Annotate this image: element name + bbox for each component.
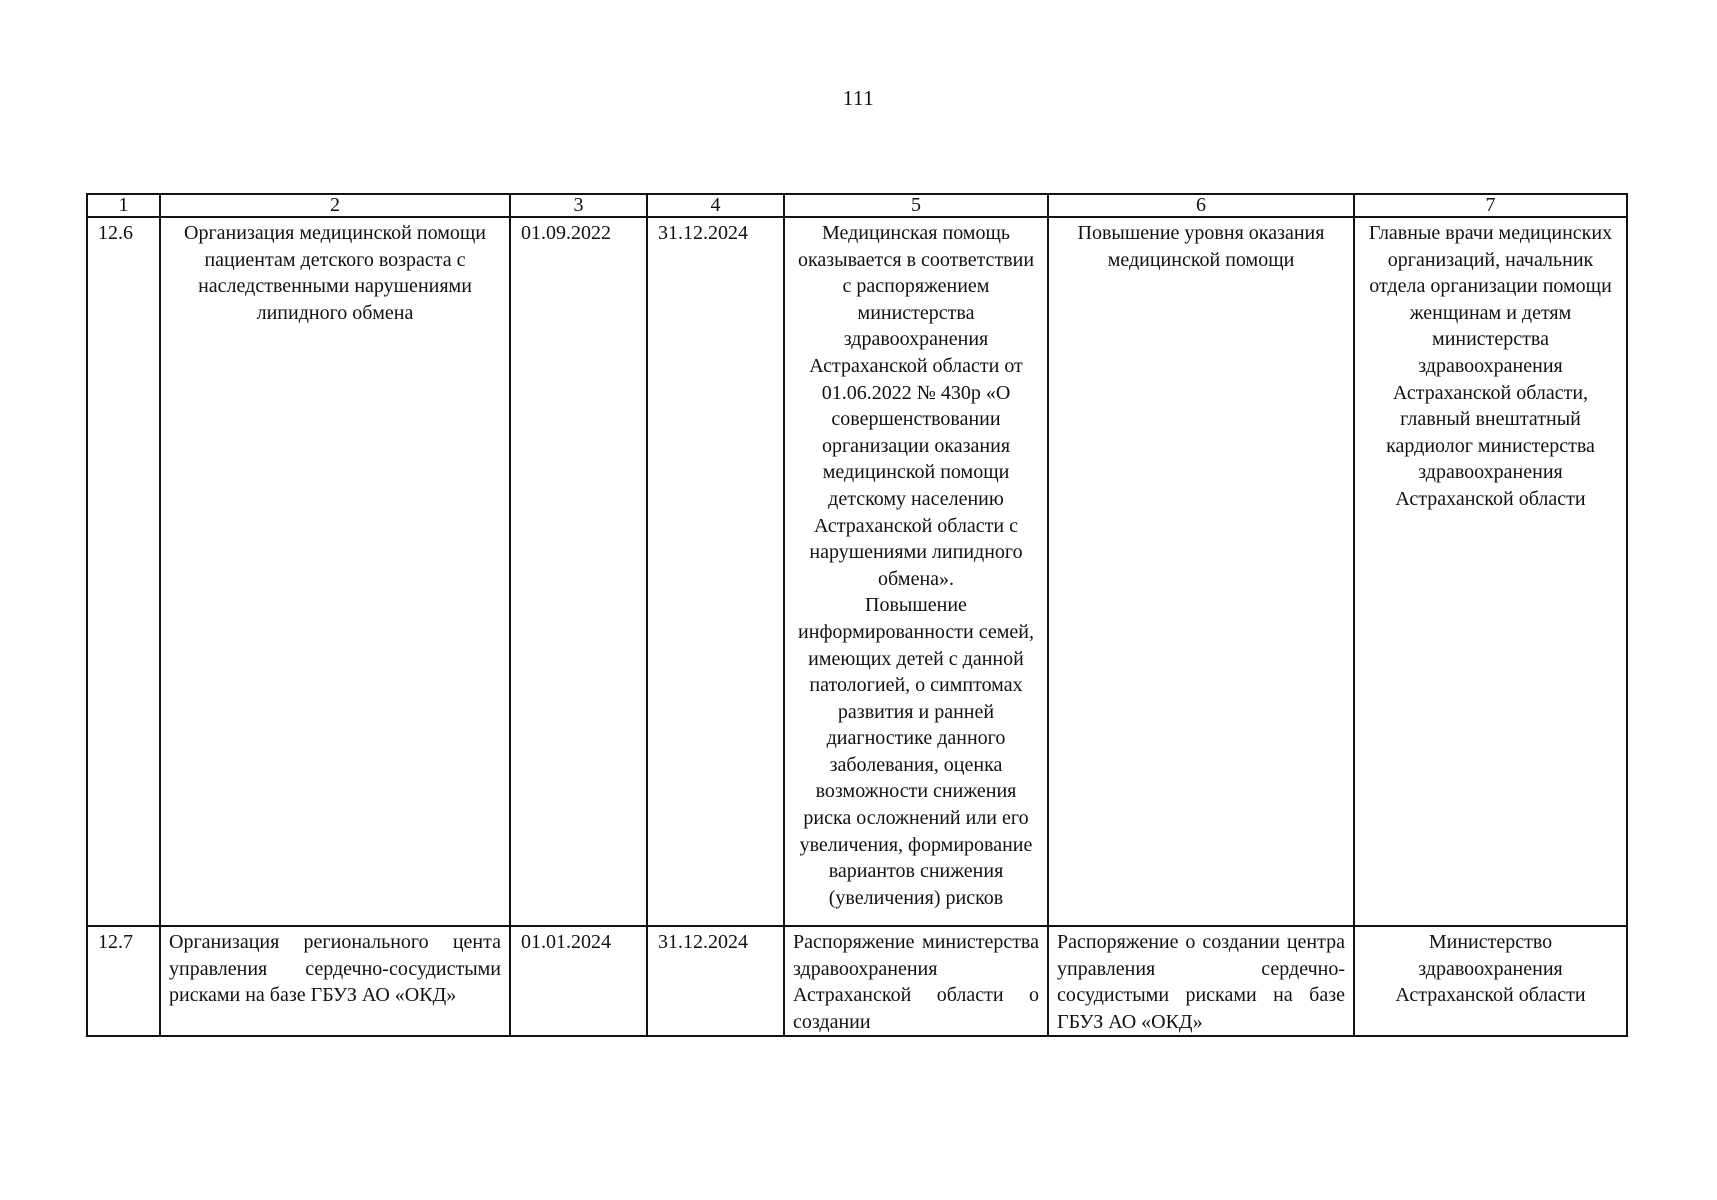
column-header: 7 (1354, 194, 1627, 217)
activity-cell: Организация регионального цента управления сердечно-сосудистыми рисками на базе ГБУЗ АО «ОКД» (160, 926, 510, 1036)
column-header: 4 (647, 194, 784, 217)
column-header: 6 (1048, 194, 1354, 217)
start-date-cell: 01.09.2022 (510, 217, 647, 926)
column-header: 5 (784, 194, 1048, 217)
activity-table (86, 193, 1628, 1037)
description-cell (784, 217, 1048, 926)
responsible-cell: Главные врачи медицинских организаций, начальник отдела организации помощи женщинам и детям министерства здравоохранения Астраханской области, главный внештатный кардиолог министерства здравоохранения Астраханской области (1354, 217, 1627, 926)
end-date-cell: 31.12.2024 (647, 926, 784, 1036)
start-date-cell: 01.01.2024 (510, 926, 647, 1036)
end-date-cell: 31.12.2024 (647, 217, 784, 926)
description-part-2: Повышение информированности семей, имеющих детей с данной патологией, о симптомах развития и ранней диагностике данного заболевания, оценка возможности снижения риска осложнений или его увеличения, формирование вариантов снижения (увеличения) рисков (798, 594, 1034, 909)
description-cell: Распоряжение министерства здравоохранения Астраханской области о создании (784, 926, 1048, 1036)
row-number: 12.6 (87, 217, 160, 926)
table-row (87, 217, 1627, 926)
column-header: 1 (87, 194, 160, 217)
table-header-row (87, 194, 1627, 217)
result-cell: Распоряжение о создании центра управления сердечно-сосудистыми рисками на базе ГБУЗ АО «ОКД» (1048, 926, 1354, 1036)
page-number: 111 (842, 86, 875, 110)
column-header: 3 (510, 194, 647, 217)
row-number: 12.7 (87, 926, 160, 1036)
result-cell: Повышение уровня оказания медицинской помощи (1048, 217, 1354, 926)
responsible-cell: Министерство здравоохранения Астраханской области (1354, 926, 1627, 1036)
column-header: 2 (160, 194, 510, 217)
table-row (87, 926, 1627, 1036)
activity-cell: Организация медицинской помощи пациентам детского возраста с наследственными нарушениями липидного обмена (160, 217, 510, 926)
description-part-1: Медицинская помощь оказывается в соответствии с распоряжением министерства здравоохранения Астраханской области от 01.06.2022 № 430р «О совершенствовании организации оказания медицинской помощи детскому населению Астраханской области с нарушениями липидного обмена». (797, 222, 1035, 590)
